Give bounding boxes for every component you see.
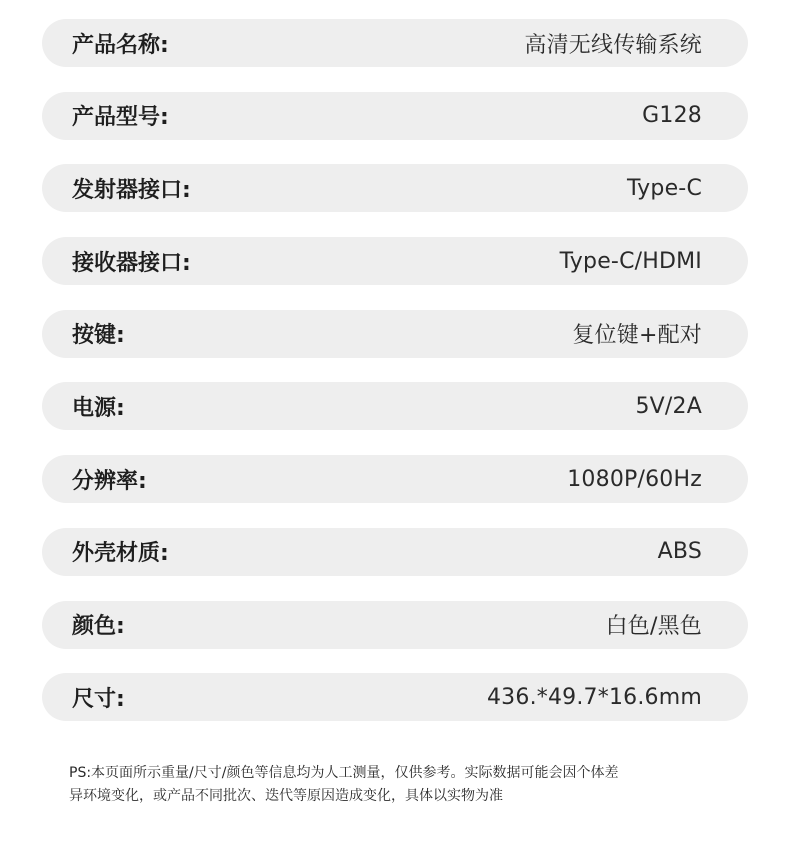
spec-label: 分辨率: <box>72 468 147 494</box>
spec-row-power <box>42 382 748 430</box>
spec-label: 颜色: <box>72 614 125 639</box>
spec-value: Type-C <box>626 175 702 201</box>
spec-row-buttons <box>42 310 748 358</box>
spec-row-receiver-port <box>42 237 748 285</box>
spec-table <box>42 19 748 746</box>
disclaimer-line: PS:本页面所示重量/尺寸/颜色等信息均为人工测量，仅供参考。实际数据可能会因个体差 <box>69 765 619 781</box>
spec-row-transmitter-port <box>42 164 748 212</box>
spec-label: 产品型号: <box>72 105 169 131</box>
spec-value: 1080P/60Hz <box>567 466 702 492</box>
spec-value: 复位键+配对 <box>572 323 702 349</box>
spec-value: 5V/2A <box>635 393 702 419</box>
spec-value: G128 <box>642 103 702 129</box>
disclaimer-line: 异环境变化，或产品不同批次、迭代等原因造成变化，具体以实物为准 <box>69 788 503 804</box>
spec-label: 发射器接口: <box>72 177 191 203</box>
spec-label: 电源: <box>72 395 125 421</box>
spec-value: 白色/黑色 <box>605 614 702 639</box>
spec-label: 产品名称: <box>72 32 169 58</box>
spec-label: 尺寸: <box>72 686 125 712</box>
spec-value: 436.*49.7*16.6mm <box>486 684 702 710</box>
spec-value: ABS <box>657 539 702 565</box>
spec-row-shell-material <box>42 528 748 576</box>
disclaimer-note <box>69 762 729 808</box>
spec-row-model <box>42 92 748 140</box>
spec-row-resolution <box>42 455 748 503</box>
spec-label: 外壳材质: <box>72 541 169 567</box>
spec-value: 高清无线传输系统 <box>524 32 702 58</box>
spec-label: 接收器接口: <box>72 250 191 276</box>
spec-value: Type-C/HDMI <box>559 248 702 274</box>
spec-label: 按键: <box>72 323 125 349</box>
spec-row-product-name <box>42 19 748 67</box>
spec-row-color <box>42 601 748 649</box>
spec-row-dimensions <box>42 673 748 721</box>
